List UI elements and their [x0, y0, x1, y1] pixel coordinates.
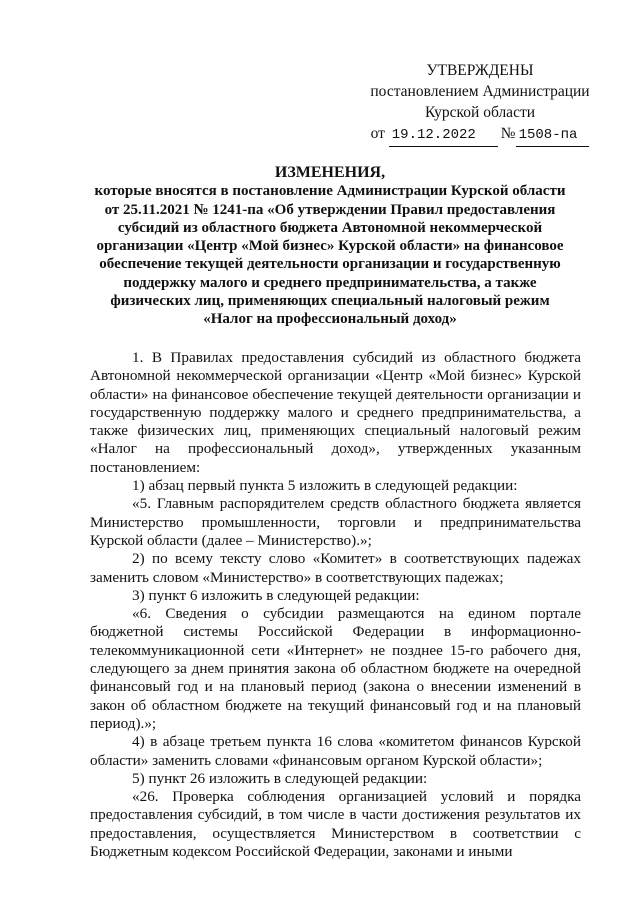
body-paragraph: 5) пункт 26 изложить в следующей редакции: — [132, 769, 428, 787]
title-line: от 25.11.2021 № 1241-па «Об утверждении Правил предоставления — [104, 201, 556, 218]
body-paragraph: «6. Сведения о субсидии размещаются на едином портале бюджетной системы Российской Федерации в информационно-телекоммуникационной сети «Интернет» не позднее 15-го рабочего дня, следующего за днем принятия закона об областном бюджете на очередной финансовый год и на плановый период (закона о внесении изменений в закон об областном бюджете на текущий финансовый год и на плановый период).»; — [90, 605, 581, 732]
approval-date-number — [330, 123, 630, 147]
document-title — [80, 164, 580, 329]
title-line: организации «Центр «Мой бизнес» Курской области» на финансовое — [96, 238, 564, 255]
title-line: «Налог на профессиональный доход» — [203, 311, 457, 328]
title-line: физических лиц, применяющих специальный налоговый режим — [110, 293, 550, 310]
approval-date: 19.12.2022 — [389, 125, 498, 147]
date-prefix: от — [370, 125, 385, 142]
body-paragraph: 1) абзац первый пункта 5 изложить в следующей редакции: — [132, 477, 518, 495]
body-paragraph: 3) пункт 6 изложить в следующей редакции: — [132, 586, 420, 604]
number-prefix: № — [500, 125, 516, 142]
body-paragraph: 4) в абзаце третьем пункта 16 слова «комитетом финансов Курской области» заменить словами «финансовым органом Курской области»; — [90, 733, 581, 769]
body-paragraph: 1. В Правилах предоставления субсидий из областного бюджета Автономной некоммерческой организации «Центр «Мой бизнес» Курской области» на финансовое обеспечение текущей деятельности организации и государственную поддержку малого и среднего предпринимательства, а также физических лиц, применяющих специальный налоговый режим «Налог на профессиональный доход», утвержденных указанным постановлением: — [90, 349, 581, 476]
title-line: обеспечение текущей деятельности организации и государственную — [99, 256, 561, 273]
approval-region: Курской области — [424, 104, 536, 121]
approval-number: 1508-па — [516, 125, 590, 147]
title-line: субсидий из областного бюджета Автономной некоммерческой — [117, 219, 543, 236]
approval-authority: постановлением Администрации — [370, 83, 590, 100]
approval-stamp — [330, 60, 630, 147]
title-line: которые вносятся в постановление Администрации Курской области — [94, 183, 566, 200]
body-paragraph: «26. Проверка соблюдения организацией условий и порядка предоставления субсидий, в том числе в части достижения результатов их предоставления, осуществляется Министерством в соответствии с Бюджетным кодексом Российской Федерации, законами и иными — [90, 788, 581, 861]
body-paragraph: 2) по всему тексту слово «Комитет» в соответствующих падежах заменить словом «Министерство» в соответствующих падежах; — [90, 550, 581, 586]
title-heading: ИЗМЕНЕНИЯ, — [274, 164, 386, 181]
body-paragraph: «5. Главным распорядителем средств областного бюджета является Министерство промышленности, торговли и предпринимательства Курской области (далее – Министерство).»; — [90, 495, 581, 549]
title-line: поддержку малого и среднего предпринимательства, а также — [123, 274, 537, 291]
approval-title: УТВЕРЖДЕНЫ — [426, 62, 534, 79]
document-body — [90, 349, 581, 861]
